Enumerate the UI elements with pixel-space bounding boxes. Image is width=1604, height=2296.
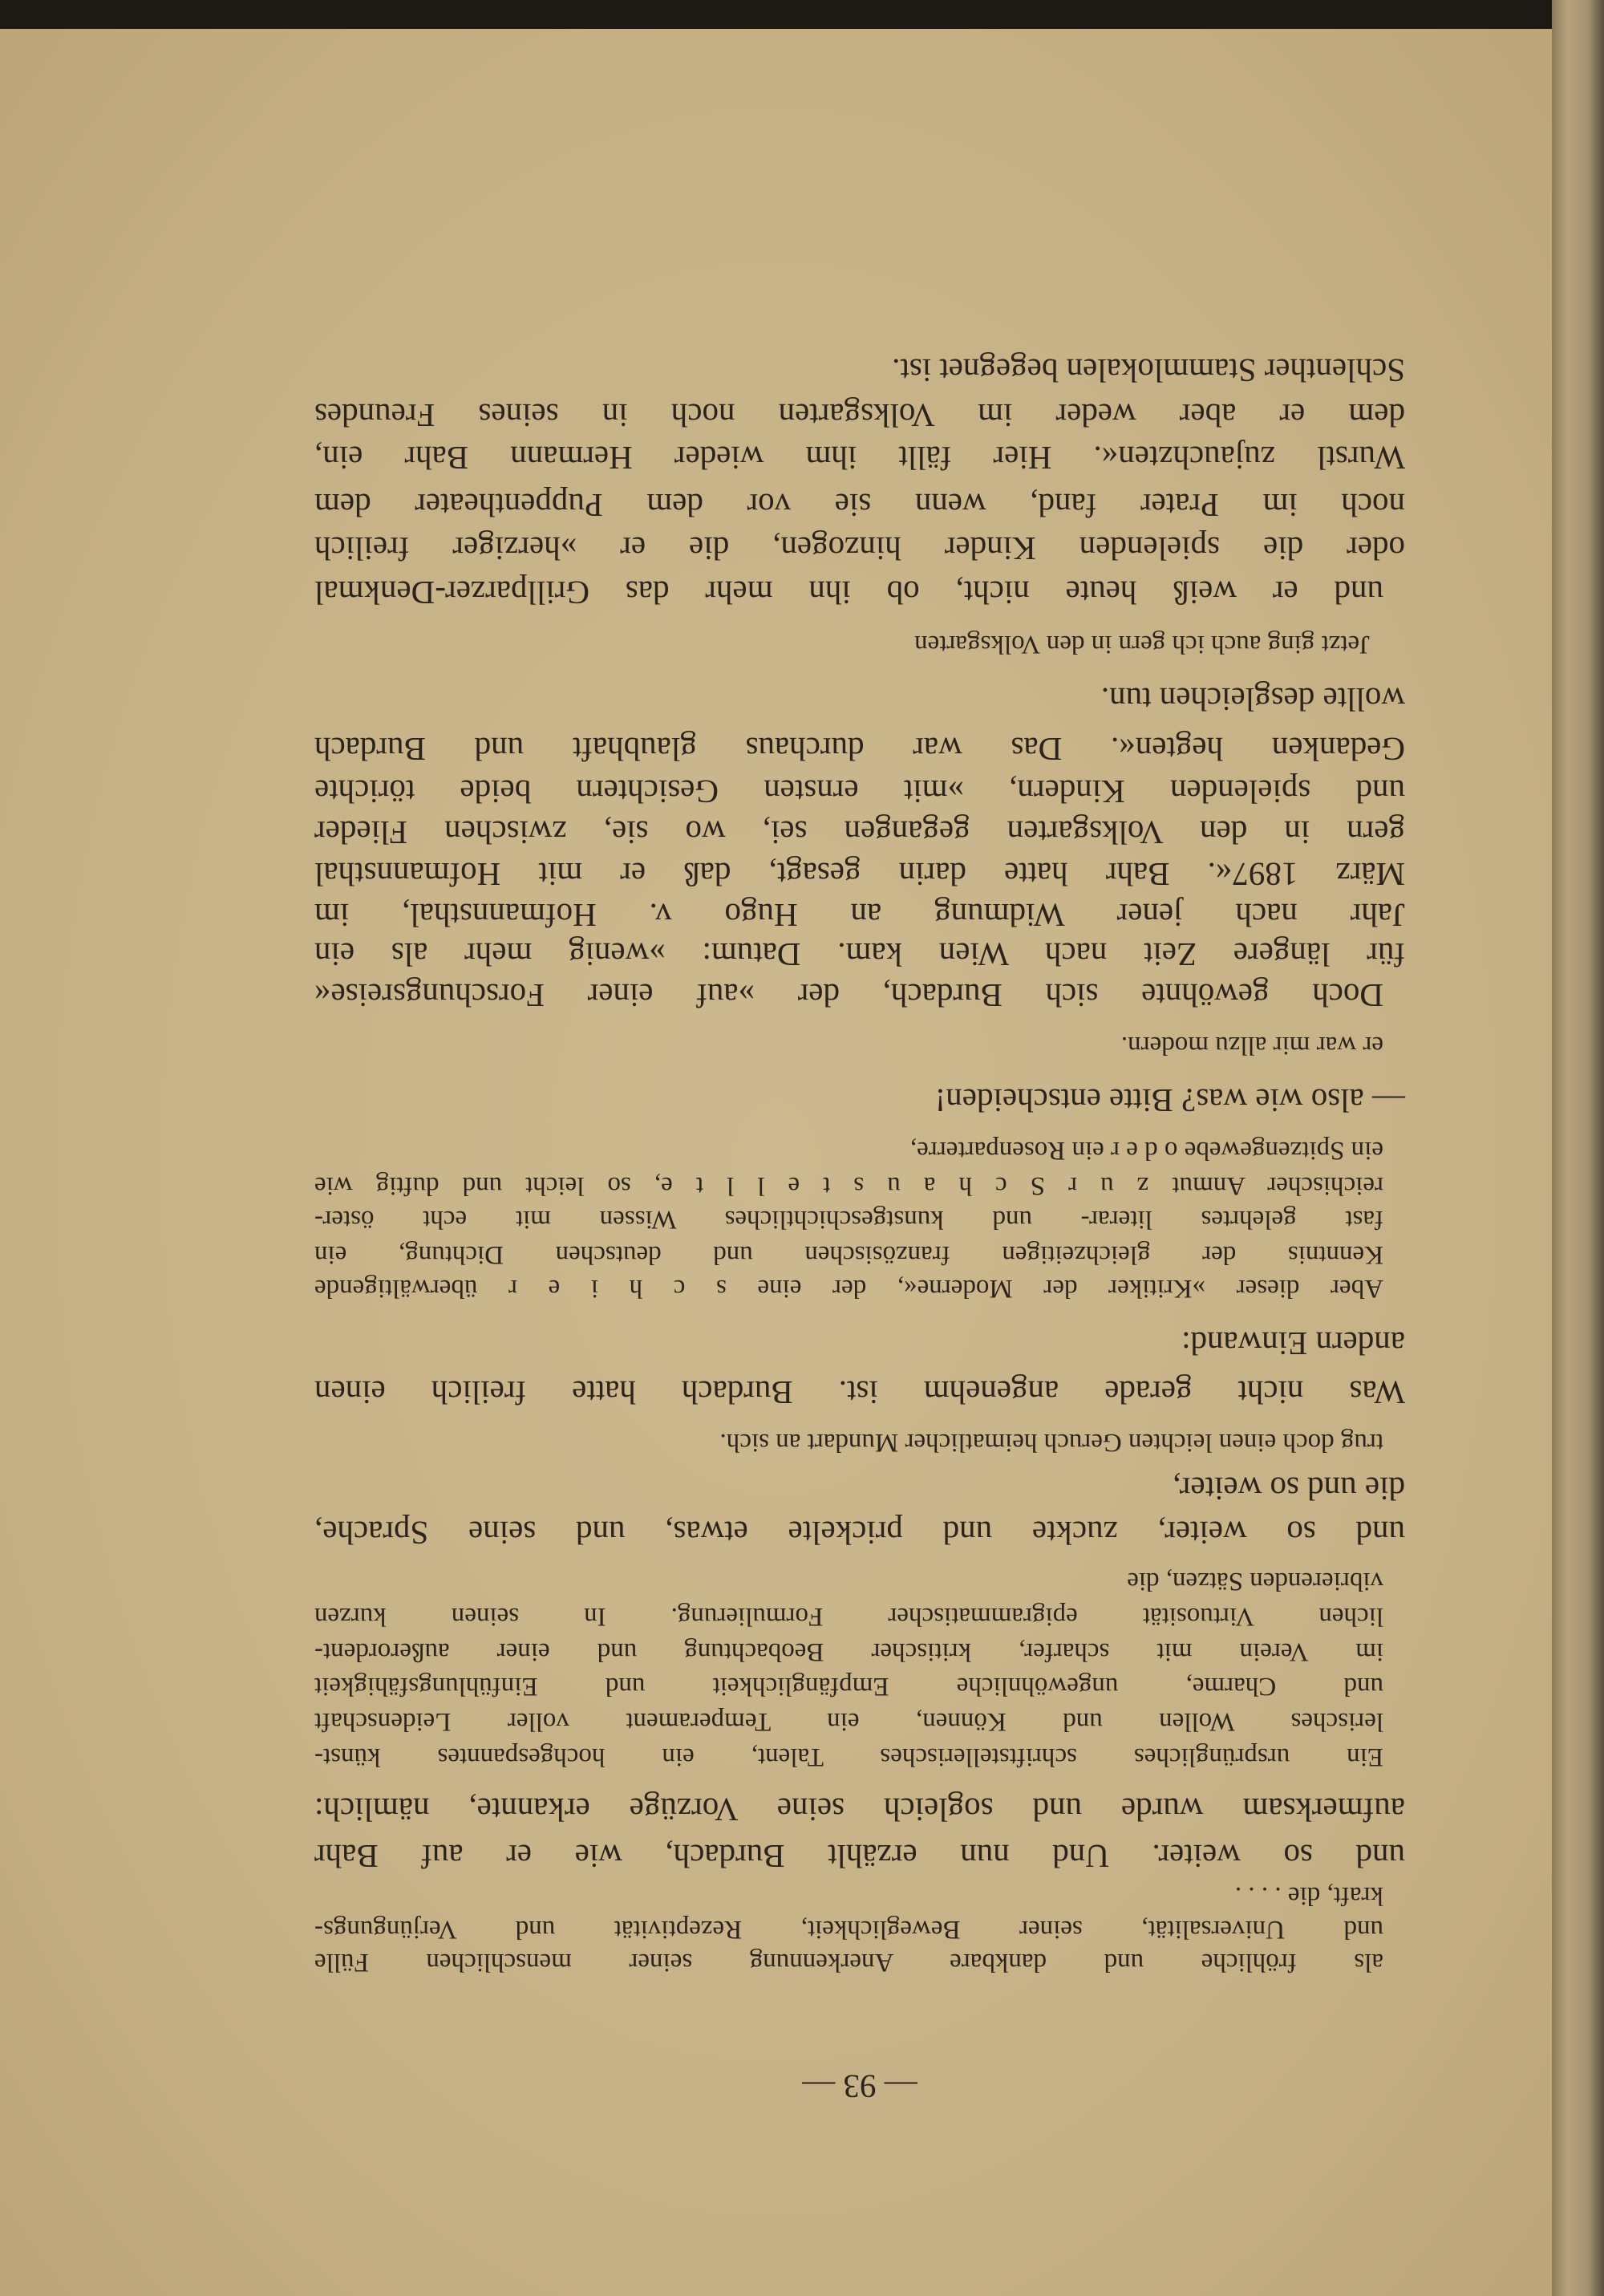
quote-line: lichen Virtuosität epigrammatischer Formulierung. In seinen kurzen — [314, 1602, 1383, 1631]
quote-line: Kenntnis der gleichzeitigen französischen und deutschen Dichtung, ein — [314, 1240, 1383, 1269]
quote-line: und Universalität, seiner Beweglichkeit, Rezeptivität und Verjüngungs- — [314, 1915, 1383, 1944]
quote-line: Ein ursprüngliches schriftstellerisches Talent, ein hochgespanntes künst- — [314, 1742, 1383, 1771]
body-line: andern Einwand: — [1181, 1325, 1405, 1362]
quote-line: kraft, die . . . . — [1234, 1881, 1383, 1910]
body-line: — also wie was? Bitte entscheiden! — [934, 1082, 1405, 1119]
quote-line: trug doch einen leichten Geruch heimatlicher Mundart an sich. — [719, 1428, 1383, 1457]
body-line: und so weiter. Und nun erzählt Burdach, wie er auf Bahr — [314, 1838, 1405, 1875]
body-line: gern in den Volksgarten gegangen sei, wo sie, zwischen Flieder — [314, 814, 1405, 851]
body-line: Wurstl zujauchzten«. Hier fällt ihm wieder Hermann Bahr ein, — [314, 440, 1405, 477]
body-line: wollte desgleichen tun. — [1100, 681, 1405, 718]
quote-line: als fröhliche und dankbare Anerkennung seiner menschlichen Fülle — [314, 1948, 1383, 1977]
quote-line: Jetzt ging auch ich gern in den Volksgarten — [914, 630, 1370, 659]
body-line: Jahr nach jener Widmung an Hugo v. Hofmannsthal, im — [314, 897, 1405, 934]
quote-line: er war mir allzu modern. — [1120, 1031, 1383, 1060]
quote-line: fast gelehrtes literar- und kunstgeschichtliches Wissen mit echt öster- — [314, 1205, 1383, 1234]
body-line: aufmerksam wurde und sogleich seine Vorzüge erkannte, nämlich: — [314, 1791, 1405, 1828]
body-line: Schlenther Stammlokalen begegnet ist. — [892, 352, 1405, 389]
body-line: Gedanken hegten«. Das war durchaus glaubhaft und Burdach — [314, 731, 1405, 768]
body-line: die und so weiter, — [1173, 1470, 1405, 1507]
quote-line: ein Spitzengewebe o d e r ein Rosenparterre, — [909, 1136, 1383, 1165]
body-line: dem er aber weder im Volksgarten noch in seines Freundes — [314, 397, 1405, 434]
quote-line: vibrierenden Sätzen, die — [1127, 1567, 1383, 1596]
body-line: und spielenden Kindern, »mit ernsten Gesichtern beide törichte — [314, 773, 1405, 810]
body-line: noch im Prater fand, wenn sie vor dem Puppentheater dem — [314, 487, 1405, 524]
body-line: für längere Zeit nach Wien kam. Datum: »wenig mehr als ein — [314, 936, 1405, 973]
quote-line: reichischer Anmut z u r S c h a u s t e l l t e, so leicht und duftig wie — [314, 1171, 1383, 1200]
body-line: oder die spielenden Kinder hinzogen, die er »herziger freilich — [314, 530, 1405, 567]
body-line: und er weiß heute nicht, ob ihn mehr das Grillparzer-Denkmal — [314, 574, 1383, 611]
body-line: März 1897«. Bahr hatte darin gesagt, daß er mit Hofmannsthal — [314, 856, 1405, 893]
body-line: und so weiter, zuckte und prickelte etwas, und seine Sprache, — [314, 1515, 1405, 1552]
page-number: — 93 — — [802, 2068, 917, 2105]
quote-line: und Charme, ungewöhnliche Empfänglichkeit und Einfühlungsfähigkeit — [314, 1672, 1383, 1701]
quote-line: im Verein mit scharfer, kritischer Beobachtung und einer außerordent- — [314, 1637, 1383, 1666]
quote-line: lerisches Wollen und Können, ein Temperament voller Leidenschaft — [314, 1707, 1383, 1736]
body-line: Was nicht gerade angenehm ist. Burdach hatte freilich einen — [314, 1374, 1405, 1411]
quote-line: Aber dieser »Kritiker der Moderne«, der eine s c h i e r überwältigende — [314, 1274, 1383, 1303]
body-line: Doch gewöhnte sich Burdach, der »auf einer Forschungsreise« — [314, 977, 1383, 1014]
